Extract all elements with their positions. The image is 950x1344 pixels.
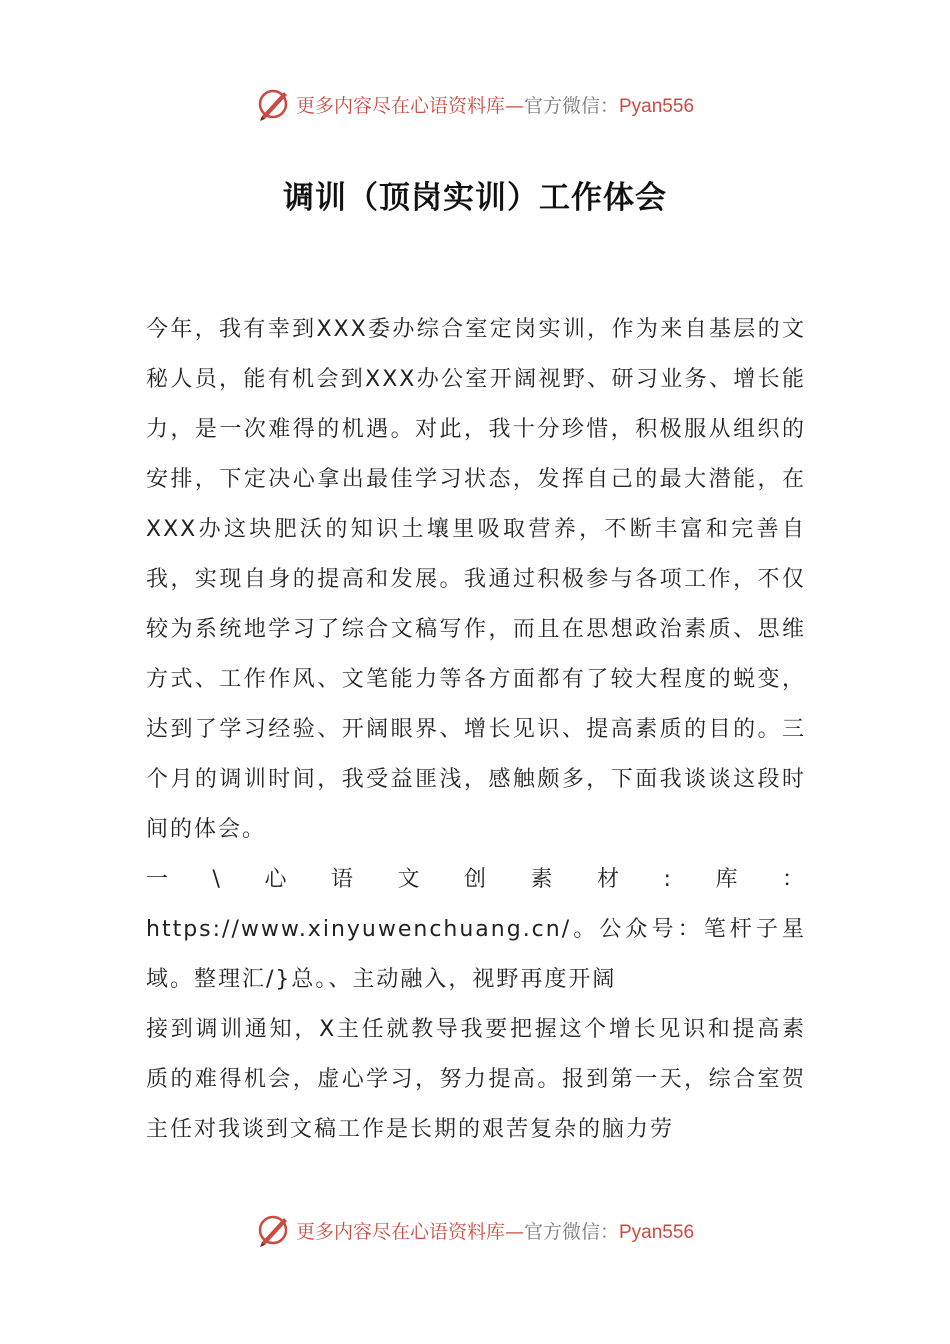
footer-banner-content bbox=[256, 1212, 694, 1248]
pen-circle-logo-icon bbox=[256, 1212, 292, 1248]
footer-banner-text: 更多内容尽在心语资料库—官方微信：Pyan556 bbox=[295, 1220, 695, 1243]
pen-circle-logo-icon bbox=[256, 86, 292, 122]
paragraph-3: 接到调训通知，X主任就教导我要把握这个增长见识和提高素质的难得机会，虚心学习，努力提高。报到第一天，综合室贺主任对我谈到文稿工作是长期的艰苦复杂的脑力劳 bbox=[146, 1017, 806, 1142]
document-body bbox=[146, 305, 806, 1155]
document-title: 调训（顶岗实训）工作体会 bbox=[283, 180, 667, 216]
header-banner-content bbox=[256, 86, 694, 122]
paragraph-2-section-heading: 一\心语文创素材:库：https://www.xinyuwenchuang.cn/。公众号：笔杆子星域。整理汇/}总。、主动融入，视野再度开阔 bbox=[146, 867, 806, 992]
footer-banner bbox=[0, 1210, 950, 1250]
header-banner bbox=[0, 84, 950, 124]
header-banner-text: 更多内容尽在心语资料库—官方微信：Pyan556 bbox=[295, 94, 695, 117]
paragraph-1: 今年，我有幸到XXX委办综合室定岗实训，作为来自基层的文秘人员，能有机会到XXX办公室开阔视野、研习业务、增长能力，是一次难得的机遇。对此，我十分珍惜，积极服从组织的安排，下定决心拿出最佳学习状态，发挥自己的最大潜能，在XXX办这块肥沃的知识土壤里吸取营养，不断丰富和完善自我，实现自身的提高和发展。我通过积极参与各项工作，不仅较为系统地学习了综合文稿写作，而且在思想政治素质、思维方式、工作作风、文笔能力等各方面都有了较大程度的蜕变，达到了学习经验、开阔眼界、增长见识、提高素质的目的。三个月的调训时间，我受益匪浅，感触颇多，下面我谈谈这段时间的体会。 bbox=[146, 317, 806, 842]
